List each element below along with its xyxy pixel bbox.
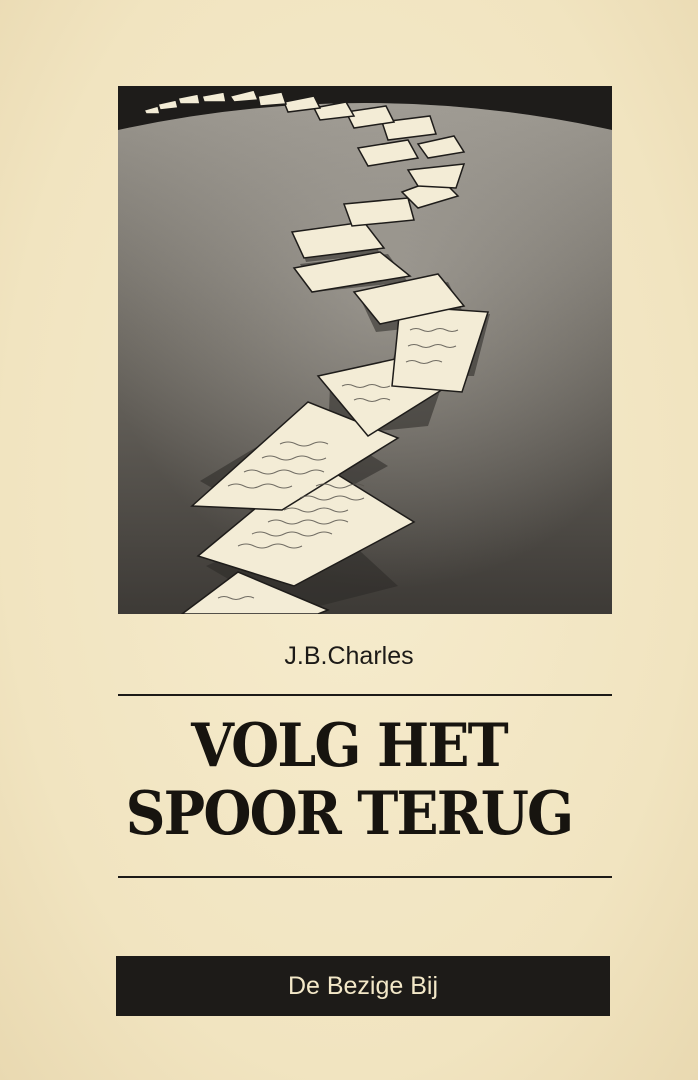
divider-bottom bbox=[118, 876, 612, 878]
publisher-band bbox=[116, 956, 610, 1016]
divider-top bbox=[118, 694, 612, 696]
author-name: J.B.Charles bbox=[284, 642, 414, 670]
publisher-name: De Bezige Bij bbox=[287, 971, 439, 1000]
cover-illustration bbox=[118, 86, 612, 614]
title-line-1: VOLG HET bbox=[191, 711, 507, 781]
title-line-2: SPOOR TERUG bbox=[125, 779, 573, 849]
book-title bbox=[28, 712, 670, 848]
